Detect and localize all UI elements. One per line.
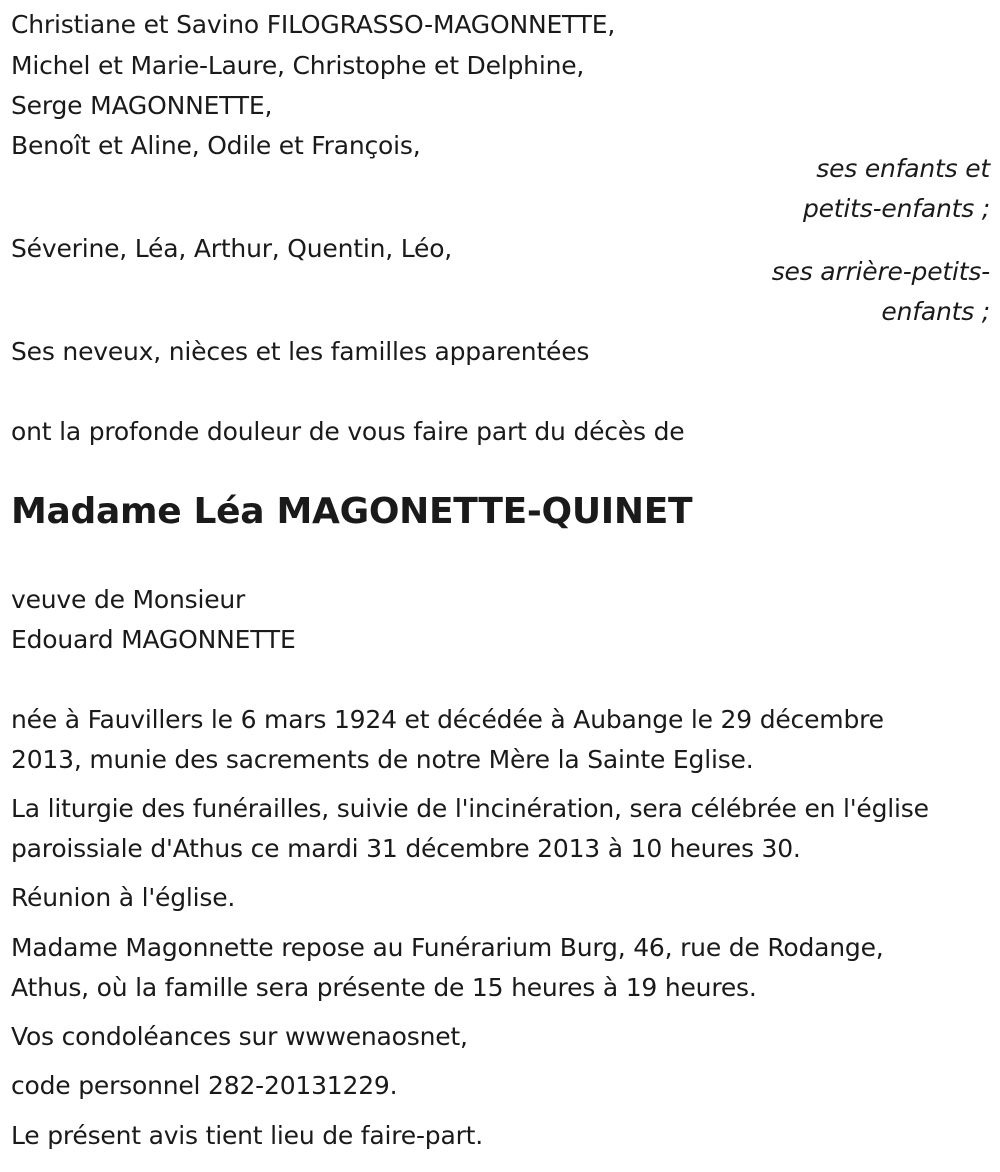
great-grandchildren-line: Séverine, Léa, Arthur, Quentin, Léo, [11, 234, 453, 263]
great-grandchildren-role-line-2: enfants ; [881, 297, 990, 326]
body-line-10: Le présent avis tient lieu de faire-part. [11, 1121, 484, 1150]
widow-of-line-1: veuve de Monsieur [11, 585, 246, 614]
widow-of-line-2: Edouard MAGONNETTE [11, 625, 296, 654]
relatives-line: Ses neveux, nièces et les familles apparentées [11, 337, 590, 366]
body-line-5: Réunion à l'église. [11, 883, 236, 912]
children-line-3: Serge MAGONNETTE, [11, 91, 273, 120]
body-line-1: née à Fauvillers le 6 mars 1924 et décédée à Aubange le 29 décembre [11, 705, 884, 734]
body-line-4: paroissiale d'Athus ce mardi 31 décembre 2013 à 10 heures 30. [11, 834, 801, 863]
body-line-8: Vos condoléances sur wwwenaosnet, [11, 1022, 468, 1051]
announcement-line: ont la profonde douleur de vous faire part du décès de [11, 417, 685, 446]
children-role-line-1: ses enfants et [816, 154, 990, 183]
body-line-9: code personnel 282-20131229. [11, 1071, 398, 1100]
children-role-line-2: petits-enfants ; [802, 194, 990, 223]
children-line-4: Benoît et Aline, Odile et François, [11, 131, 421, 160]
body-line-7: Athus, où la famille sera présente de 15 heures à 19 heures. [11, 973, 757, 1002]
body-line-2: 2013, munie des sacrements de notre Mère la Sainte Eglise. [11, 745, 754, 774]
great-grandchildren-role-line-1: ses arrière-petits- [771, 257, 990, 286]
children-line-1: Christiane et Savino FILOGRASSO-MAGONNETTE, [11, 10, 616, 39]
body-line-3: La liturgie des funérailles, suivie de l'incinération, sera célébrée en l'église [11, 794, 929, 823]
body-line-6: Madame Magonnette repose au Funérarium Burg, 46, rue de Rodange, [11, 933, 884, 962]
children-line-2: Michel et Marie-Laure, Christophe et Delphine, [11, 51, 585, 80]
deceased-name: Madame Léa MAGONETTE-QUINET [11, 491, 693, 532]
